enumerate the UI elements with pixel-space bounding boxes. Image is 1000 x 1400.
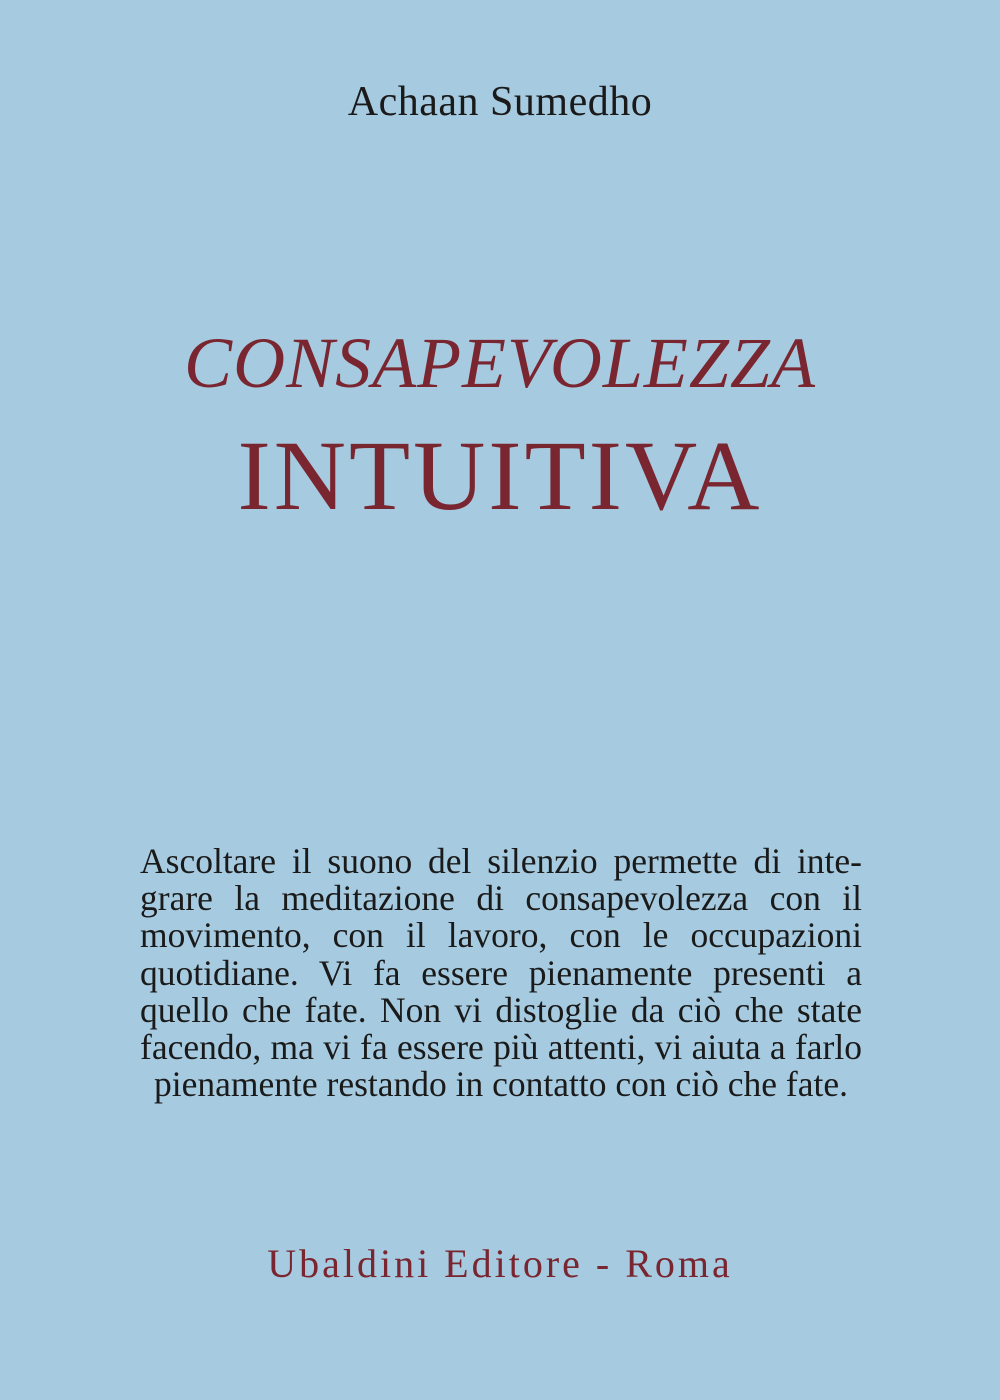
blurb-line: movimento, con il lavoro, con le occupazioni <box>140 915 862 956</box>
title-line-2: INTUITIVA <box>237 420 763 531</box>
blurb-text <box>140 843 862 1103</box>
publisher-name: Ubaldini Editore - Roma <box>267 1241 733 1286</box>
blurb-line: grare la meditazione di consapevolezza con il <box>140 878 862 919</box>
title-line-1: CONSAPEVOLEZZA <box>184 323 816 403</box>
blurb-line: quotidiane. Vi fa essere pienamente presenti a <box>140 952 862 993</box>
author-name: Achaan Sumedho <box>347 79 653 125</box>
blurb-line: facendo, ma vi fa essere più attenti, vi aiuta a farlo <box>140 1027 862 1068</box>
blurb-line: Ascoltare il suono del silenzio permette di inte- <box>140 841 862 881</box>
blurb-line: quello che fate. Non vi distoglie da ciò che state <box>140 989 862 1030</box>
blurb-line: pienamente restando in contatto con ciò che fate. <box>154 1064 848 1105</box>
